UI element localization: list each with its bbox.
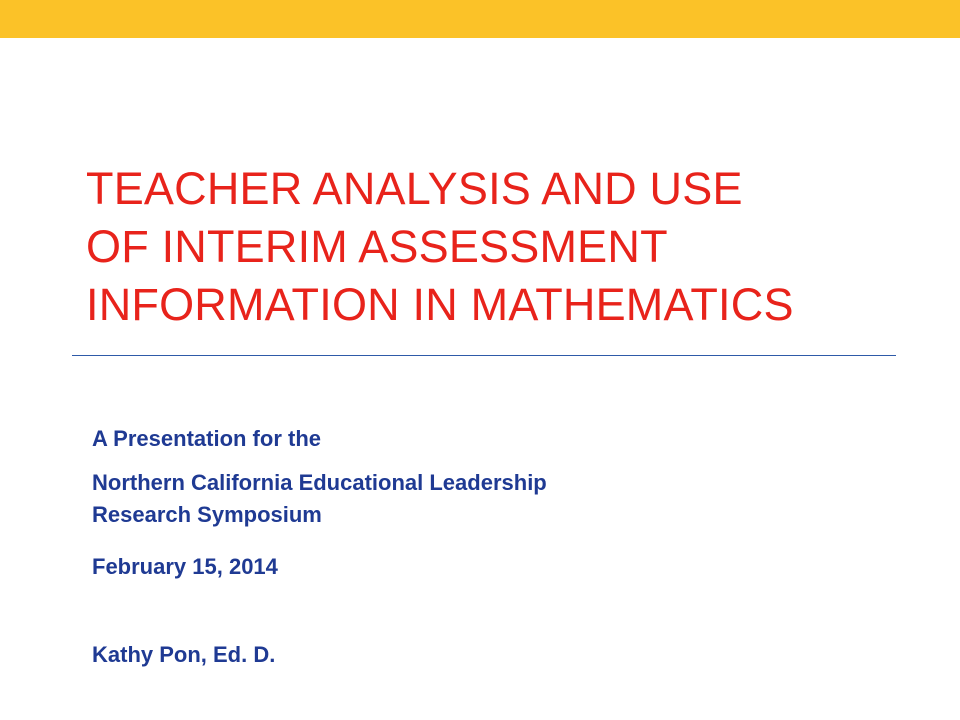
event-name-line-2: Research Symposium [92, 502, 322, 527]
title-line: OF INTERIM ASSESSMENT [86, 221, 668, 272]
presenter-name: Kathy Pon, Ed. D. [92, 642, 276, 667]
top-accent-band [0, 0, 960, 38]
presentation-date: February 15, 2014 [92, 554, 278, 579]
slide-title [86, 160, 916, 334]
title-line: TEACHER ANALYSIS AND USE [86, 163, 743, 214]
subtitle-intro: A Presentation for the [92, 426, 321, 451]
title-divider [72, 355, 896, 356]
event-name-line-1: Northern California Educational Leadership [92, 470, 547, 495]
title-line: INFORMATION IN MATHEMATICS [86, 279, 794, 330]
